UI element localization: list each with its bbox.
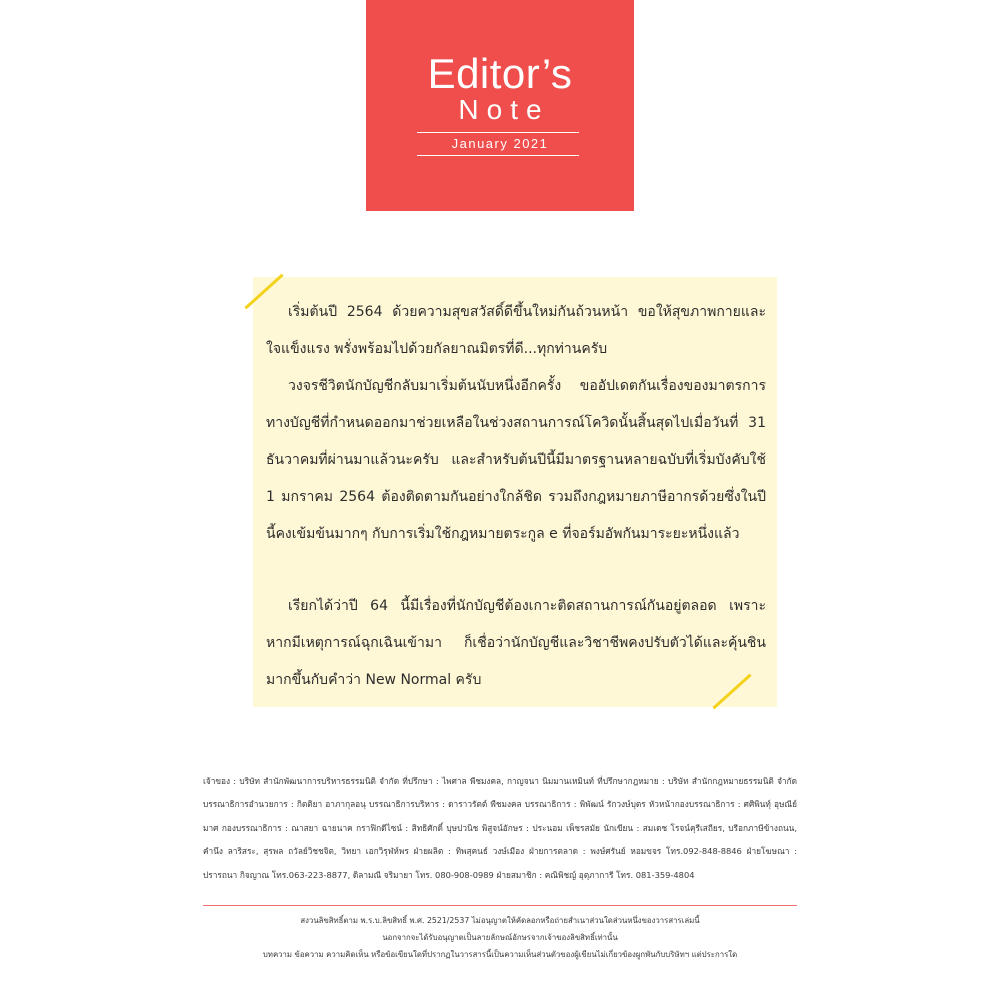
header-title: Editor’s — [427, 50, 573, 97]
header-divider-top — [417, 132, 579, 133]
note-paragraph-1 — [266, 294, 766, 368]
masthead-credits: เจ้าของ : บริษัท สำนักพัฒนาการบริหารธรรมนิติ จำกัด ที่ปรึกษา : ไพศาล พืชมงคล, กาญจนา นิมมานเหมินท์ ที่ปรึกษากฎหมาย : บริษัท สำนักกฎหมายธรรมนิติ จำกัด บรรณาธิการอำนวยการ : กิตติยา อาภากุลอนุ บรรณาธิการบริหาร : ดาราวรัตต์ พืชมงคล บรรณาธิการ : พิพัฒน์ รักวงษ์บุตร หัวหน้ากองบรรณาธิการ : ศศิพินทุ์ อุษณีย์มาศ กองบรรณาธิการ : ณาสยา ฉายนาค กราฟิกดีไซน์ : สิทธิศักดิ์ บุษปวนิช พิสูจน์อักษร : ประนอม เพ็ชรสมัย นักเขียน : สมเดช โรจน์คุรีเสถียร, บรีอกภาษีข้างถนน, คำนึง ลาริสระ, สุรพล ถวัลย์วิชชจิต, วิทยา เอกวิรุฬห์พร ฝ่ายผลิต : ทิพสุคนธ์ วงษ์เมือง ฝ่ายการตลาด : พงษ์ศรันย์ หอมขจร โทร.092-848-8846 ฝ่ายโฆษณา : ปรารถนา กิจญาณ โทร.063-223-8877, ดิลามณี จริมายา โทร. 080-908-0989 ฝ่ายสมาชิก : คณิพิชญ์ อุตุภาการี โทร. 081-359-4804 — [203, 776, 797, 880]
note-paragraph-2-text: วงจรชีวิตนักบัญชีกลับมาเริ่มต้นนับหนึ่งอีกครั้ง ขออัปเดตกันเรื่องของมาตรการทางบัญชีที่กำหนดออกมาช่วยเหลือในช่วงสถานการณ์โควิดนั้นสิ้นสุดไปเมื่อวันที่ 31 ธันวาคมที่ผ่านมาแล้วนะครับ และสำหรับต้นปีนี้มีมาตรฐานหลายฉบับที่เริ่มบังคับใช้ 1 มกราคม 2564 ต้องติดตามกันอย่างใกล้ชิด รวมถึงกฎหมายภาษีอากรด้วยซึ่งในปีนี้คงเข้มข้นมากๆ กับการเริ่มใช้กฎหมายตระกูล e ที่จอร์มอัพกันมาระยะหนึ่งแล้ว — [266, 378, 766, 542]
copyright-line-2: นอกจากจะได้รับอนุญาตเป็นลายลักษณ์อักษรจากเจ้าของลิขสิทธิ์เท่านั้น — [382, 933, 618, 942]
editors-note-header — [366, 0, 634, 211]
copyright-line-1: สงวนลิขสิทธิ์ตาม พ.ร.บ.ลิขสิทธิ์ พ.ศ. 2521/2537 ไม่อนุญาตให้คัดลอกหรือถ่ายสำเนาส่วนใดส่วนหนึ่งของวารสารเล่มนี้ — [300, 916, 700, 925]
copyright-line-3: บทความ ข้อความ ความคิดเห็น หรือข้อเขียนใดที่ปรากฏในวารสารนี้เป็นความเห็นส่วนตัวของผู้เขียนไม่เกี่ยวข้องผูกพันกับบริษัทฯ แต่ประการใด — [262, 950, 738, 959]
note-paragraph-3 — [266, 588, 766, 699]
footer-divider — [203, 905, 797, 906]
copyright-notice — [203, 912, 797, 963]
header-subtitle: Note — [458, 94, 550, 125]
note-paragraph-3-text: เรียกได้ว่าปี 64 นี้มีเรื่องที่นักบัญชีต้องเกาะติดสถานการณ์กันอยู่ตลอด เพราะหากมีเหตุการณ์ฉุกเฉินเข้ามา ก็เชื่อว่านักบัญชีและวิชาชีพคงปรับตัวได้และคุ้นชินมากขึ้นกับคำว่า New Normal ครับ — [266, 598, 766, 688]
issue-date: January 2021 — [451, 136, 549, 151]
header-divider-bottom — [417, 155, 579, 156]
note-paragraph-1-text: เริ่มต้นปี 2564 ด้วยความสุขสวัสดิ์ดีขึ้นใหม่กันถ้วนหน้า ขอให้สุขภาพกายและใจแข็งแรง พรั่งพร้อมไปด้วยกัลยาณมิตรที่ดี...ทุกท่านครับ — [266, 304, 766, 357]
note-paragraph-2 — [266, 368, 766, 588]
